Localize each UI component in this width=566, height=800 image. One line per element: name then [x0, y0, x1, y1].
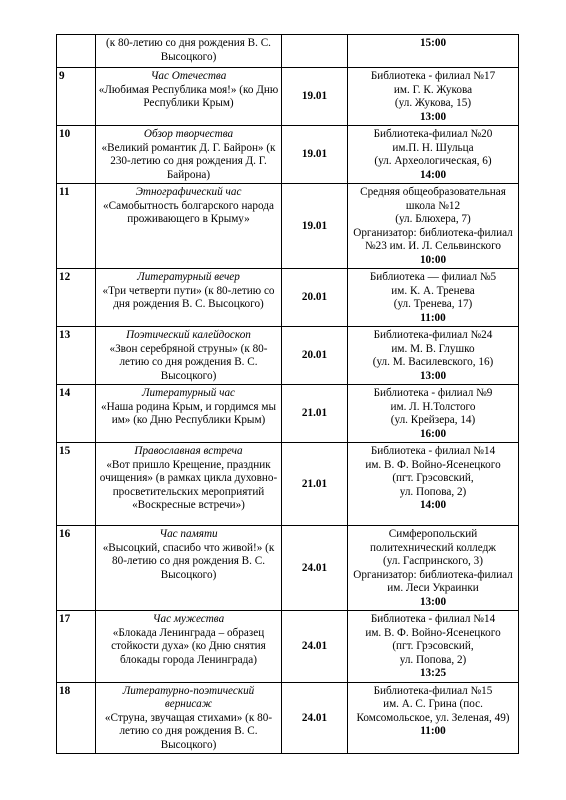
event-date: 21.01 [282, 385, 348, 443]
event-number: 16 [57, 526, 96, 611]
event-title: «Самобытность болгарского народа проживающего в Крыму» [103, 199, 274, 225]
table-row [57, 682, 519, 754]
event-time: 11:00 [420, 311, 446, 324]
event-title: «Блокада Ленинграда – образец стойкости духа» (ко Дню снятия блокады города Ленинграда) [111, 626, 266, 666]
event-number: 9 [57, 68, 96, 126]
venue-line: Библиотека-филиал №15 [373, 684, 493, 697]
event-date: 19.01 [282, 68, 348, 126]
event-cell [96, 385, 282, 443]
event-date: 24.01 [282, 526, 348, 611]
venue-line: политехнический колледж [369, 541, 497, 554]
table-row [57, 611, 519, 683]
event-number: 10 [57, 126, 96, 184]
table-row [57, 526, 519, 611]
table-row [57, 269, 519, 327]
venue-line: им. В. Ф. Войно-Ясенецкого [365, 626, 501, 639]
event-number [57, 35, 96, 68]
venue-line: Симферопольский [388, 528, 478, 540]
event-title: «Три четверти пути» (к 80-летию со дня рождения В. С. Высоцкого) [102, 284, 275, 310]
event-title: «Любимая Республика моя!» (ко Дню Республики Крым) [98, 83, 279, 109]
event-cell [96, 443, 282, 526]
event-date [282, 35, 348, 68]
venue-line: (пгт. Грэсовский, [392, 640, 474, 652]
venue-line: ул. Попова, 2) [399, 653, 467, 666]
venue-line: им. Г. К. Жукова [393, 83, 473, 96]
venue-line: Организатор: библиотека-филиал [353, 568, 513, 581]
event-cell [96, 126, 282, 184]
event-time: 13:25 [419, 667, 447, 679]
table-row [57, 68, 519, 126]
event-cell [96, 269, 282, 327]
event-time: 13:00 [419, 110, 447, 123]
event-number: 18 [57, 682, 96, 754]
venue-cell [348, 385, 519, 443]
venue-line: ул. Попова, 2) [399, 485, 467, 498]
venue-line: №23 им. И. Л. Сельвинского [364, 240, 501, 252]
venue-line: Библиотека-филиал №20 [373, 128, 493, 140]
event-date: 20.01 [282, 269, 348, 327]
venue-line: Организатор: библиотека-филиал [353, 226, 513, 239]
venue-line: им. В. Ф. Войно-Ясенецкого [365, 458, 501, 471]
venue-line: (ул. Жукова, 15) [394, 97, 472, 109]
venue-cell [348, 682, 519, 754]
event-time: 16:00 [419, 427, 447, 440]
event-format: Православная встреча [134, 445, 243, 457]
venue-line: (ул. Археологическая, 6) [374, 155, 492, 167]
table-row [57, 327, 519, 385]
venue-line: Библиотека - филиал №17 [370, 70, 496, 82]
event-time: 10:00 [419, 253, 447, 266]
events-table [56, 34, 519, 754]
venue-cell [348, 327, 519, 385]
venue-line: им. Л. Н.Толстого [390, 400, 476, 413]
event-date: 24.01 [282, 682, 348, 754]
event-number: 12 [57, 269, 96, 327]
venue-cell [348, 35, 519, 68]
event-date: 19.01 [282, 126, 348, 184]
venue-line: Комсомольское, ул. Зеленая, 49) [356, 711, 510, 724]
event-format: Этнографический час [135, 186, 242, 198]
table-row [57, 443, 519, 526]
event-title: «Струна, звучащая стихами» (к 80-летию со дня рождения В. С. Высоцкого) [104, 711, 273, 751]
table-row [57, 184, 519, 269]
table-row [57, 126, 519, 184]
event-time: 11:00 [420, 725, 446, 737]
event-cell [96, 682, 282, 754]
venue-cell [348, 526, 519, 611]
venue-line: (ул. Крейзера, 14) [390, 414, 476, 426]
event-title: «Вот пришло Крещение, праздник очищения» (в рамках цикла духовно-просветительских мероприятий «Воскресные встречи») [99, 458, 278, 511]
venue-line: Средняя общеобразовательная [360, 186, 506, 198]
venue-line: (ул. Гаспринского, 3) [383, 555, 483, 567]
event-format: Литературный вечер [137, 271, 240, 283]
event-format: Поэтический калейдоскоп [126, 329, 251, 341]
event-number: 11 [57, 184, 96, 269]
event-number: 15 [57, 443, 96, 526]
venue-line: Библиотека-филиал №24 [373, 329, 493, 341]
venue-line: Библиотека - филиал №9 [373, 387, 493, 399]
venue-cell [348, 611, 519, 683]
table-row [57, 35, 519, 68]
event-cell [96, 68, 282, 126]
venue-line: школа №12 [405, 199, 461, 212]
event-cell [96, 611, 282, 683]
venue-cell [348, 269, 519, 327]
venue-line: им. М. В. Глушко [391, 342, 475, 355]
event-date: 20.01 [282, 327, 348, 385]
venue-line: им.П. Н. Шульца [392, 141, 474, 154]
venue-line: (ул. Блюхера, 7) [395, 213, 471, 225]
event-cell [96, 327, 282, 385]
event-number: 13 [57, 327, 96, 385]
event-format: Час Отечества [150, 70, 227, 82]
venue-cell [348, 68, 519, 126]
event-cell [96, 526, 282, 611]
venue-line: Библиотека — филиал №5 [369, 271, 497, 283]
event-format: Час памяти [159, 528, 218, 540]
event-date: 24.01 [282, 611, 348, 683]
event-number: 17 [57, 611, 96, 683]
venue-line: им. Леси Украинки [387, 582, 479, 594]
event-time: 14:00 [419, 168, 447, 181]
event-time: 13:00 [419, 369, 447, 382]
event-format: Литературный час [141, 387, 236, 399]
venue-line: (пгт. Грэсовский, [392, 472, 474, 484]
venue-cell [348, 126, 519, 184]
venue-line: им. А. С. Грина (пос. [383, 698, 483, 710]
event-title: «Наша родина Крым, и гордимся мы им» (ко Дню Республики Крым) [101, 400, 276, 426]
venue-line: Библиотека - филиал №14 [370, 445, 496, 457]
event-number: 14 [57, 385, 96, 443]
event-title: «Великий романтик Д. Г. Байрон» (к 230-летию со дня рождения Д. Г. Байрона) [101, 141, 276, 181]
venue-line: Библиотека - филиал №14 [370, 613, 496, 625]
event-cell [96, 184, 282, 269]
event-time: 14:00 [419, 499, 447, 511]
events-table-body [57, 35, 519, 754]
event-title: «Звон серебряной струны» (к 80-летию со дня рождения В. С. Высоцкого) [109, 342, 268, 382]
venue-line: им. К. А. Тренева [391, 284, 475, 297]
venue-line: (ул. М. Василевского, 16) [372, 356, 494, 368]
venue-cell [348, 184, 519, 269]
venue-cell [348, 443, 519, 526]
event-cell [96, 35, 282, 68]
event-time: 15:00 [419, 37, 447, 49]
table-row [57, 385, 519, 443]
event-title: «Высоцкий, спасибо что живой!» (к 80-летию со дня рождения В. С. Высоцкого) [102, 541, 275, 581]
event-title: (к 80-летию со дня рождения В. С. Высоцкого) [106, 37, 271, 63]
event-time: 13:00 [419, 595, 447, 608]
event-format: Обзор творчества [143, 128, 234, 140]
event-format: Час мужества [152, 613, 225, 625]
venue-line: (ул. Тренева, 17) [393, 298, 473, 310]
event-format: Литературно-поэтический вернисаж [122, 684, 255, 710]
event-date: 19.01 [282, 184, 348, 269]
event-date: 21.01 [282, 443, 348, 526]
